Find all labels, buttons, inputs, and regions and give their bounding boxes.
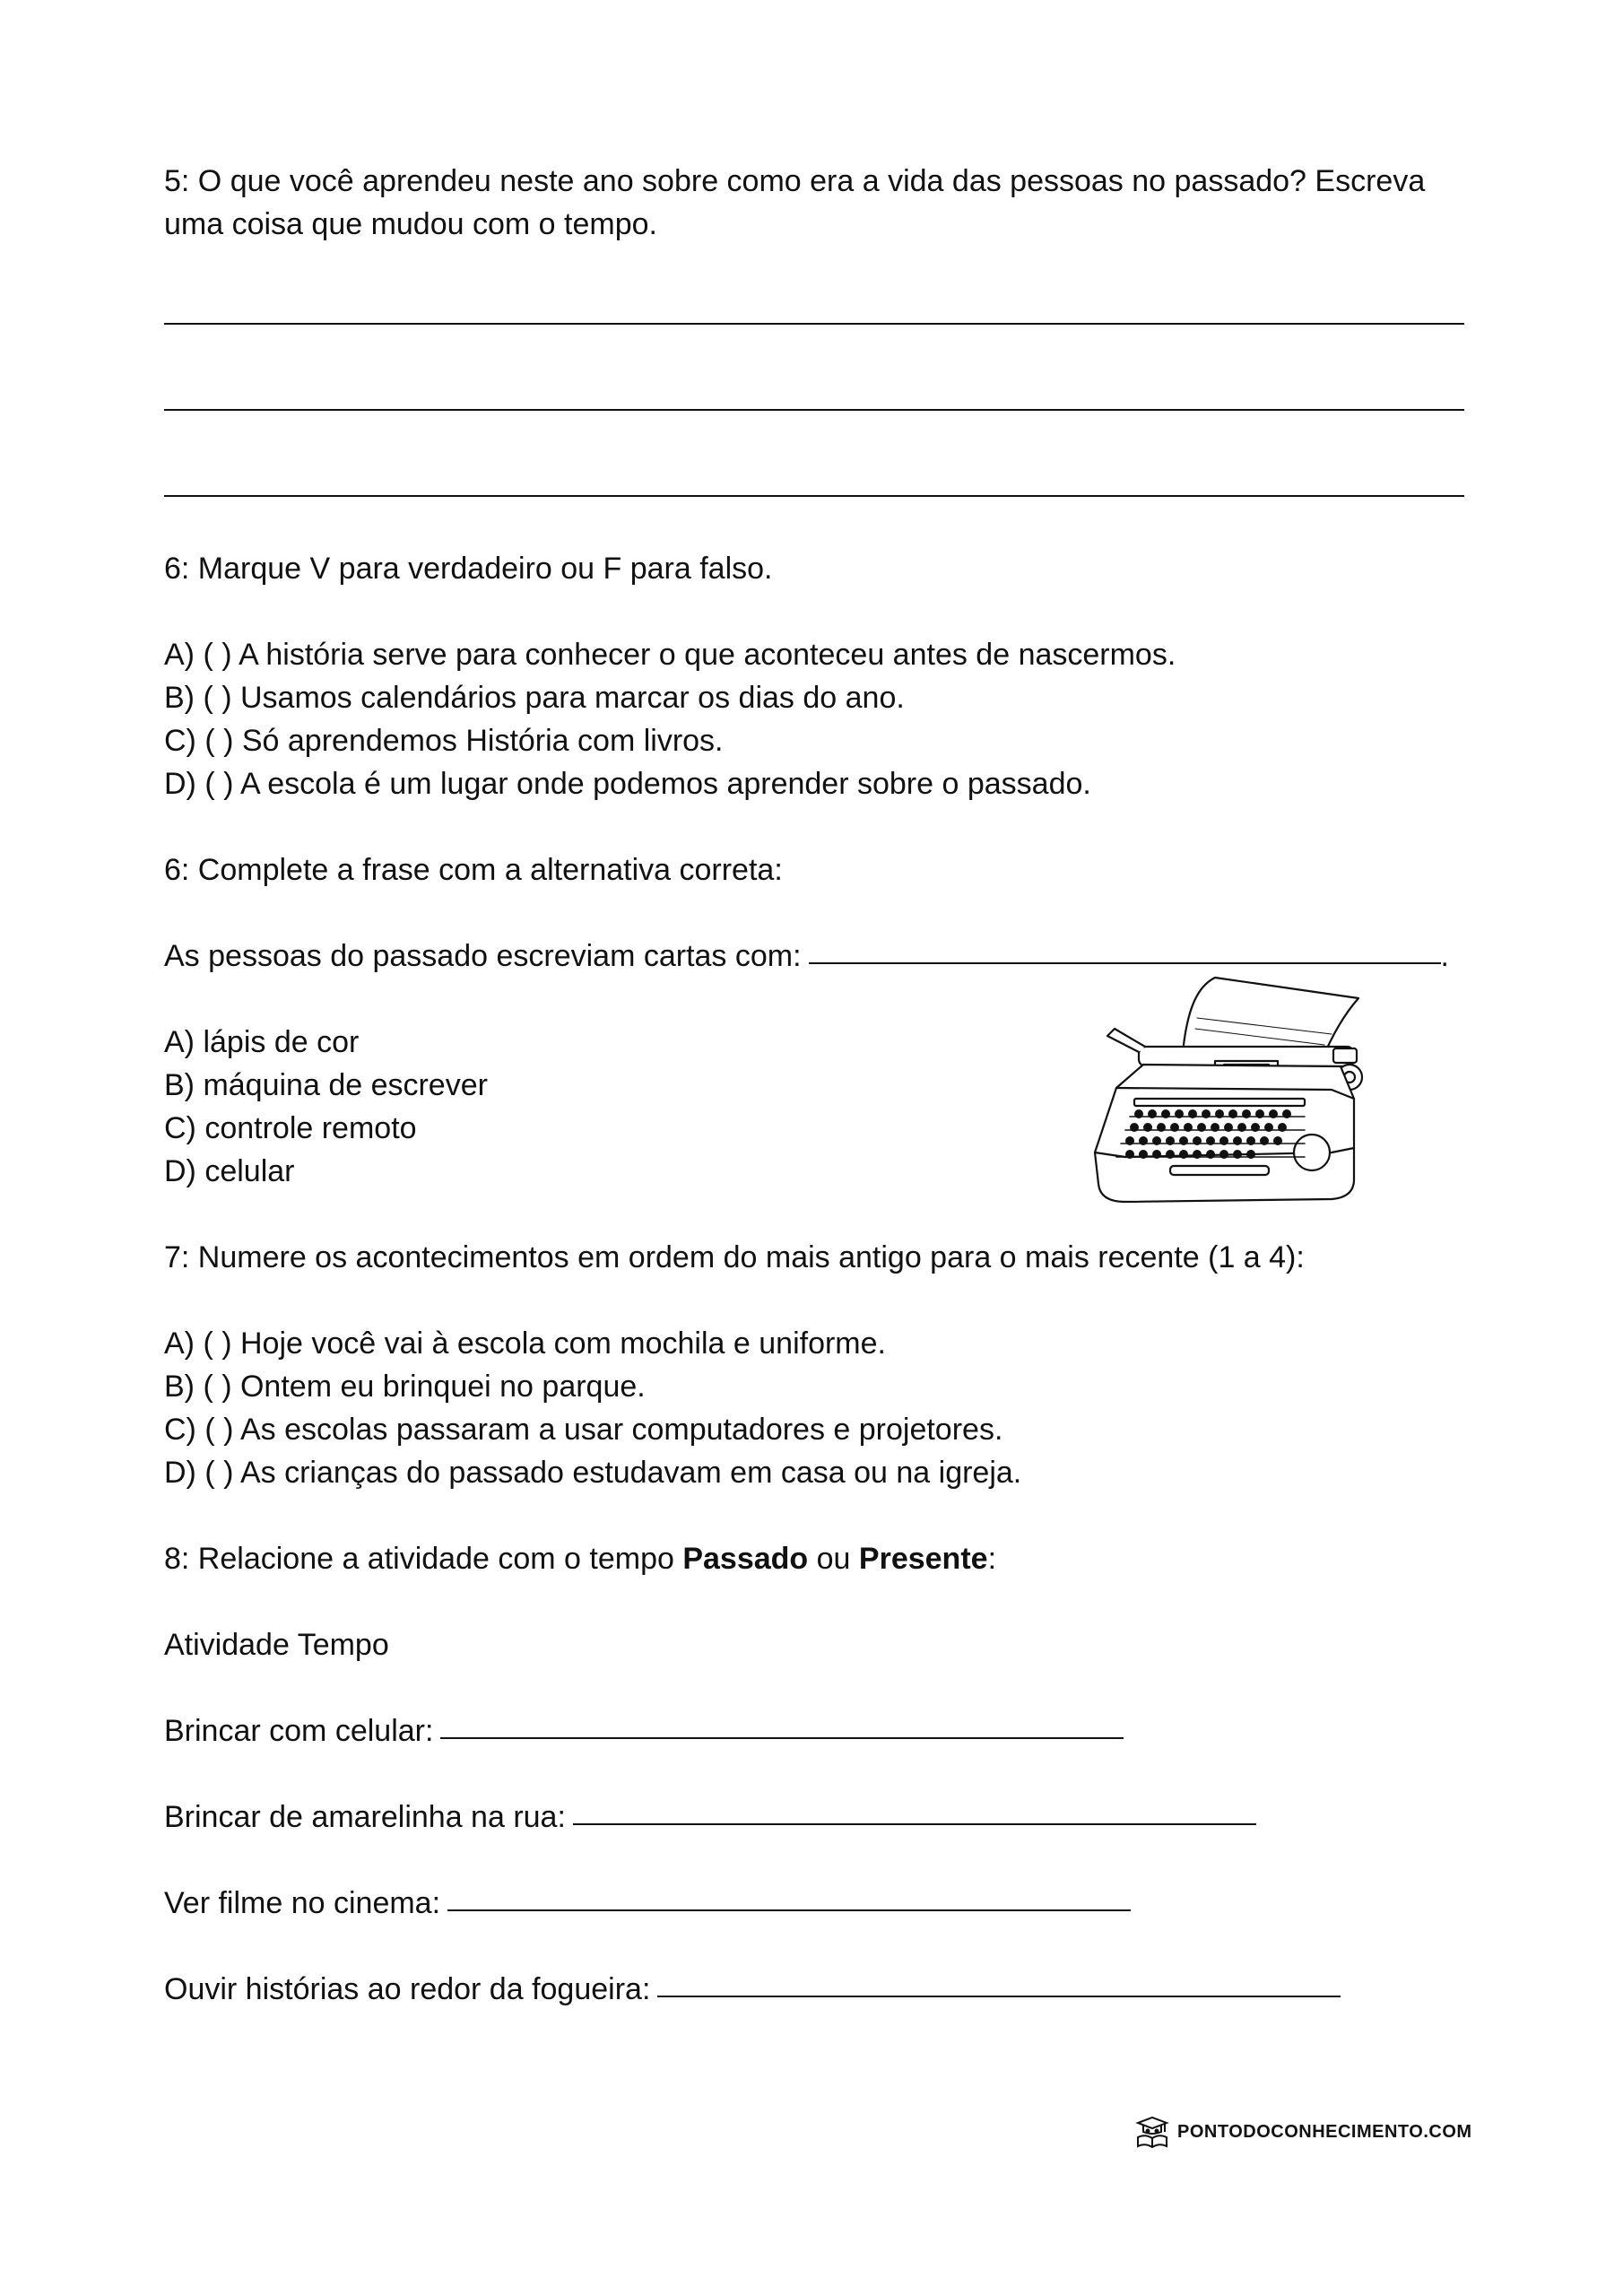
q8-row-2-label: Brincar de amarelinha na rua: xyxy=(164,1800,566,1834)
q8-title-prefix: 8: Relacione a atividade com o tempo xyxy=(164,1542,683,1576)
q8-row-1-label: Brincar com celular: xyxy=(164,1714,434,1748)
site-logo[interactable] xyxy=(1134,2112,1472,2152)
q7-title: 7: Numere os acontecimentos em ordem do mais antigo para o mais recente (1 a 4): xyxy=(164,1240,1305,1274)
q8-row-1 xyxy=(164,1709,1124,1752)
q5-text-line2: uma coisa que mudou com o tempo. xyxy=(164,207,657,241)
q8-row-2-blank[interactable] xyxy=(573,1823,1256,1825)
q8-row-2 xyxy=(164,1796,1256,1839)
q7-item-a[interactable]: A) ( ) Hoje você vai à escola com mochila e uniforme. xyxy=(164,1326,886,1361)
q6-sentence xyxy=(164,935,1449,978)
q8-row-1-blank[interactable] xyxy=(440,1737,1124,1739)
q5-text-line1: 5: O que você aprendeu neste ano sobre como era a vida das pessoas no passado? Escreva xyxy=(164,164,1426,198)
q8-title-mid: ou xyxy=(808,1542,859,1576)
q8-title xyxy=(164,1537,996,1580)
q6-item-d[interactable]: D) ( ) A escola é um lugar onde podemos aprender sobre o passado. xyxy=(164,767,1091,801)
q6-item-c[interactable]: C) ( ) Só aprendemos História com livros. xyxy=(164,724,724,758)
q8-title-suffix: : xyxy=(987,1542,997,1576)
graduation-book-icon xyxy=(1134,2114,1170,2150)
q8-row-4-blank[interactable] xyxy=(657,1996,1341,1997)
answer-line-1[interactable] xyxy=(164,323,1464,325)
q7-item-b[interactable]: B) ( ) Ontem eu brinquei no parque. xyxy=(164,1370,646,1404)
answer-line-3[interactable] xyxy=(164,495,1464,497)
q6-option-a[interactable]: A) lápis de cor xyxy=(164,1025,360,1059)
q8-row-4-label: Ouvir histórias ao redor da fogueira: xyxy=(164,1972,651,2006)
q6-sentence-period: . xyxy=(1440,939,1449,973)
q6-item-a[interactable]: A) ( ) A história serve para conhecer o que aconteceu antes de nascermos. xyxy=(164,638,1176,672)
q7-item-d[interactable]: D) ( ) As crianças do passado estudavam em casa ou na igreja. xyxy=(164,1456,1022,1490)
typewriter-illustration xyxy=(1089,973,1367,1215)
q8-row-3-label: Ver filme no cinema: xyxy=(164,1886,441,1920)
q8-header: Atividade Tempo xyxy=(164,1628,389,1662)
q6-option-b[interactable]: B) máquina de escrever xyxy=(164,1068,488,1102)
answer-line-2[interactable] xyxy=(164,409,1464,411)
q8-bold-presente: Presente xyxy=(858,1542,988,1576)
q6-item-b[interactable]: B) ( ) Usamos calendários para marcar os dias do ano. xyxy=(164,681,905,715)
q6-true-false-title: 6: Marque V para verdadeiro ou F para falso. xyxy=(164,552,773,586)
q8-row-4 xyxy=(164,1968,1341,2011)
logo-text: PONTODOCONHECIMENTO.COM xyxy=(1177,2121,1472,2142)
q8-row-3-blank[interactable] xyxy=(447,1909,1131,1911)
q6-sentence-text: As pessoas do passado escreviam cartas com: xyxy=(164,939,802,973)
q6-complete-title: 6: Complete a frase com a alternativa correta: xyxy=(164,853,783,887)
q6-answer-blank[interactable] xyxy=(809,962,1441,964)
q8-row-3 xyxy=(164,1882,1131,1925)
q6-option-d[interactable]: D) celular xyxy=(164,1154,295,1188)
q8-bold-passado: Passado xyxy=(682,1542,809,1576)
q6-option-c[interactable]: C) controle remoto xyxy=(164,1111,417,1145)
q7-item-c[interactable]: C) ( ) As escolas passaram a usar computadores e projetores. xyxy=(164,1413,1003,1447)
